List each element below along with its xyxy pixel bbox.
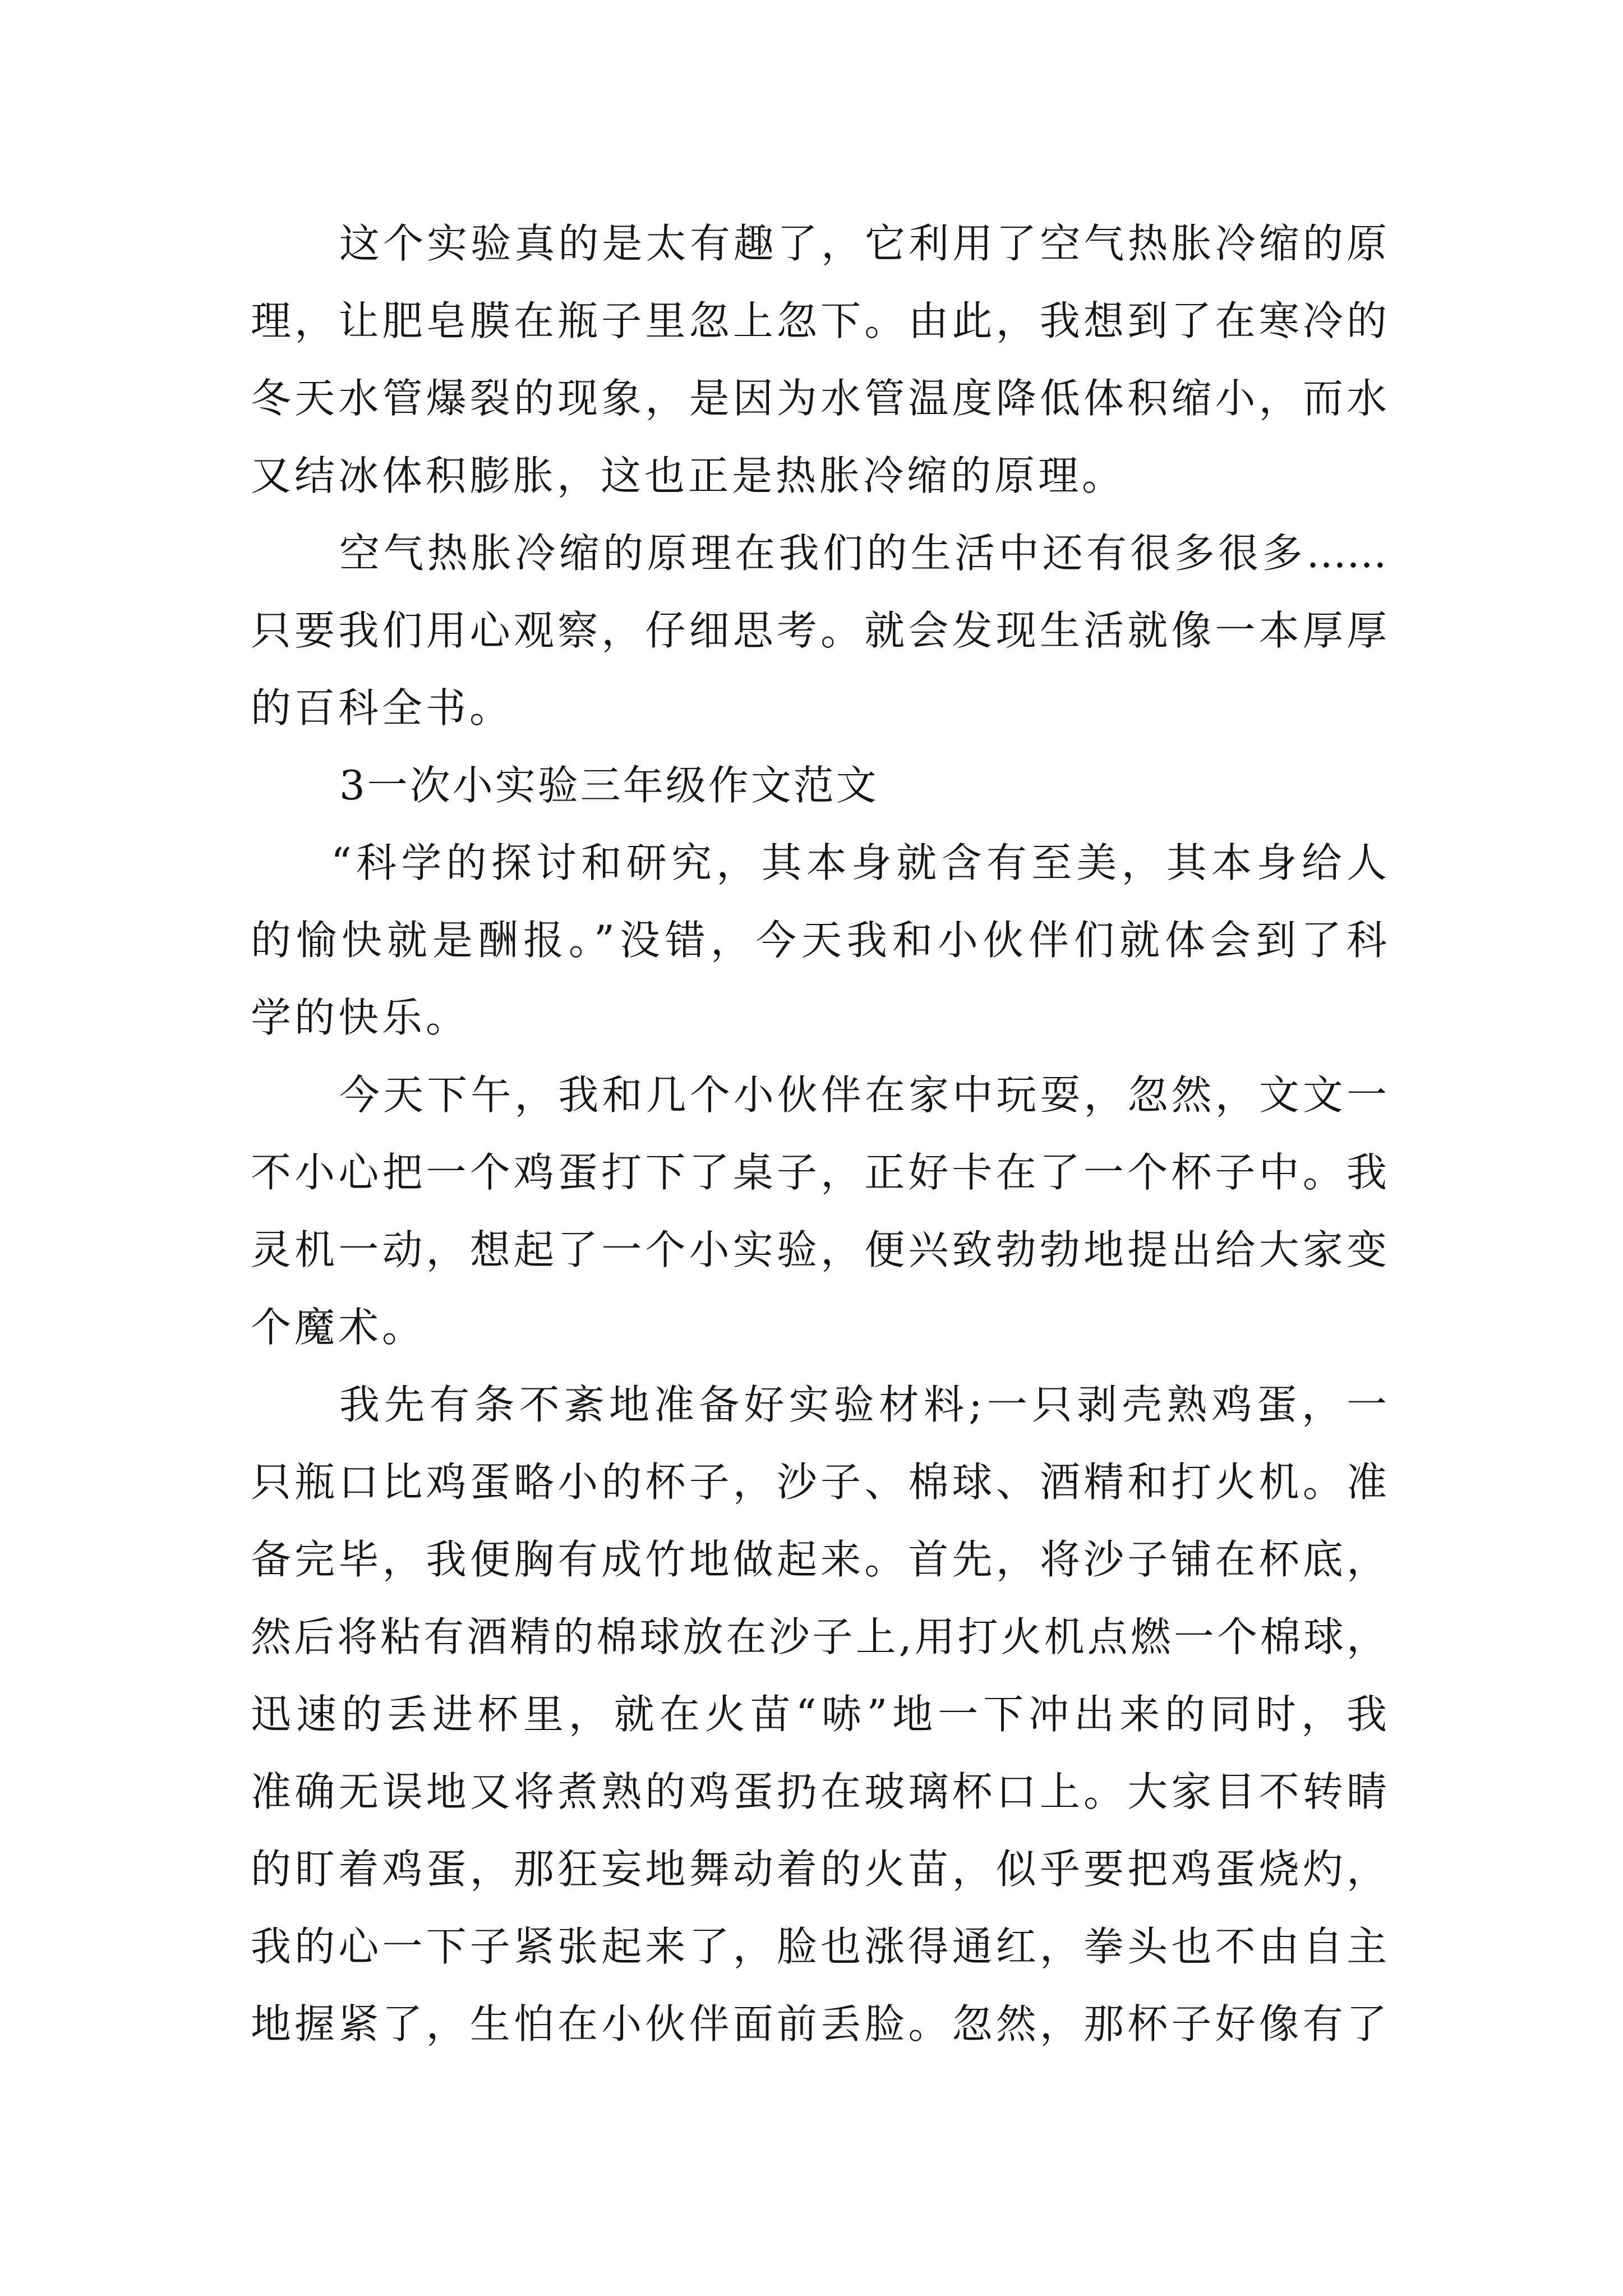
- text-line: 灵机一动，想起了一个小实验，便兴致勃勃地提出给大家变: [251, 1226, 1387, 1273]
- text-line: 只要我们用心观察，仔细思考。就会发现生活就像一本厚厚: [251, 607, 1387, 654]
- text-line: 不小心把一个鸡蛋打下了桌子，正好卡在了一个杯子中。我: [251, 1149, 1387, 1196]
- text-line: 个魔术。: [251, 1304, 426, 1351]
- text-line: 学的快乐。: [251, 994, 470, 1041]
- text-line: 又结冰体积膨胀，这也正是热胀冷缩的原理。: [251, 452, 1126, 499]
- text-line: 准确无误地又将煮熟的鸡蛋扔在玻璃杯口上。大家目不转睛: [251, 1768, 1387, 1815]
- section-heading: 3一次小实验三年级作文范文: [339, 762, 879, 809]
- text-line: 备完毕，我便胸有成竹地做起来。首先，将沙子铺在杯底，: [251, 1536, 1387, 1583]
- text-line: 我的心一下子紧张起来了，脸也涨得通红，拳头也不由自主: [251, 1923, 1387, 1970]
- text-line: 我先有条不紊地准备好实验材料;一只剥壳熟鸡蛋，一: [339, 1381, 1387, 1428]
- text-line: “科学的探讨和研究，其本身就含有至美，其本身给人: [331, 839, 1387, 886]
- text-line: 空气热胀冷缩的原理在我们的生活中还有很多很多……: [339, 530, 1387, 577]
- text-line: 的愉快就是酬报。”没错，今天我和小伙伴们就体会到了科: [251, 917, 1387, 964]
- text-line: 只瓶口比鸡蛋略小的杯子，沙子、棉球、酒精和打火机。准: [251, 1458, 1387, 1506]
- text-line: 今天下午，我和几个小伙伴在家中玩耍，忽然，文文一: [339, 1071, 1387, 1119]
- text-line: 然后将粘有酒精的棉球放在沙子上,用打火机点燃一个棉球，: [251, 1613, 1387, 1660]
- text-line: 理，让肥皂膜在瓶子里忽上忽下。由此，我想到了在寒冷的: [251, 297, 1387, 344]
- text-line: 的百科全书。: [251, 684, 514, 731]
- text-line: 地握紧了，生怕在小伙伴面前丢脸。忽然，那杯子好像有了: [251, 2000, 1387, 2047]
- text-line: 的盯着鸡蛋，那狂妄地舞动着的火苗，似乎要把鸡蛋烧灼，: [251, 1846, 1387, 1893]
- text-line: 迅速的丢进杯里，就在火苗“哧”地一下冲出来的同时，我: [251, 1691, 1387, 1738]
- text-line: 冬天水管爆裂的现象，是因为水管温度降低体积缩小，而水: [251, 375, 1387, 422]
- text-line: 这个实验真的是太有趣了，它利用了空气热胀冷缩的原: [339, 220, 1387, 267]
